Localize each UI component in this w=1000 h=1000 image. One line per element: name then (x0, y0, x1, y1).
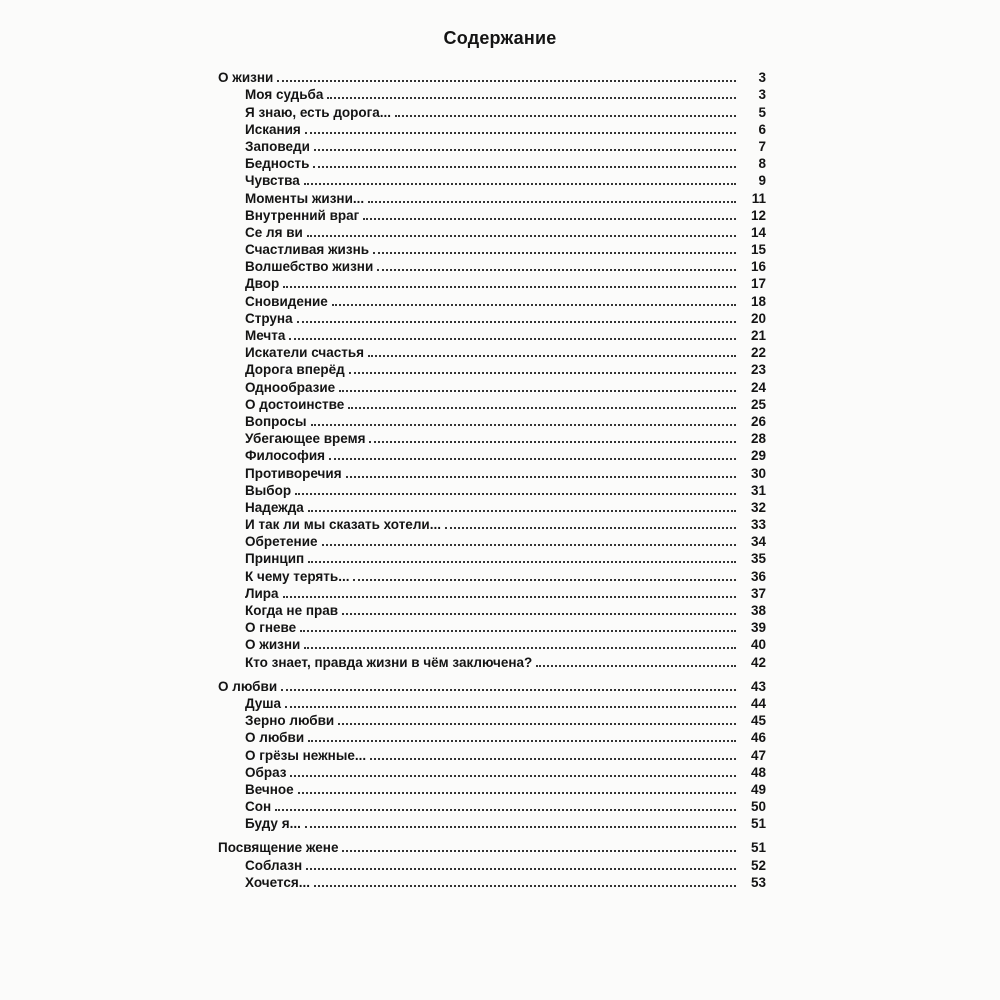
toc-entry-page-number: 46 (750, 730, 766, 746)
toc-entry-label: Зерно любви (245, 713, 335, 729)
toc-entry-page-number: 35 (750, 551, 766, 567)
table-of-contents (218, 68, 766, 890)
toc-entry (218, 711, 766, 728)
toc-entry-page-number: 20 (750, 310, 766, 326)
toc-entry-page-number: 33 (750, 517, 766, 533)
toc-entry-page-number: 24 (750, 379, 766, 395)
dot-leader (363, 218, 736, 220)
toc-entry (218, 873, 766, 890)
toc-entry-page-number: 30 (750, 465, 766, 481)
toc-entry-page-number: 40 (750, 637, 766, 653)
toc-entry-label: О любви (245, 730, 305, 746)
toc-entry (218, 780, 766, 797)
toc-entry (218, 326, 766, 343)
toc-entry-label: Душа (245, 695, 282, 711)
toc-entry (218, 291, 766, 308)
dot-leader (348, 407, 736, 409)
toc-entry-page-number: 12 (750, 207, 766, 223)
toc-entry-label: Вечное (245, 781, 294, 797)
toc-entry-page-number: 7 (758, 138, 766, 154)
dot-leader (285, 706, 736, 708)
toc-entry-page-number: 53 (750, 874, 766, 890)
toc-entry-label: Двор (245, 276, 280, 292)
toc-section-heading-page-number: 3 (758, 70, 766, 86)
toc-entry (218, 728, 766, 745)
toc-entry-label: О жизни (245, 637, 301, 653)
toc-entry (218, 137, 766, 154)
toc-entry-page-number: 36 (750, 568, 766, 584)
toc-entry (218, 763, 766, 780)
toc-entry-page-number: 25 (750, 396, 766, 412)
toc-entry-page-number: 50 (750, 799, 766, 815)
toc-entry-page-number: 31 (750, 482, 766, 498)
toc-entry (218, 515, 766, 532)
page-title: Содержание (443, 28, 557, 48)
toc-entry-label: Мечта (245, 328, 286, 343)
toc-entry-label: Я знаю, есть дорога... (245, 104, 392, 120)
toc-section-heading-label: Посвящение жене (218, 840, 339, 856)
dot-leader (295, 493, 736, 495)
dot-leader (314, 149, 736, 151)
toc-entry-label: Заповеди (245, 138, 310, 154)
dot-leader (342, 613, 736, 615)
toc-entry-label: Образ (245, 764, 287, 780)
toc-entry-page-number: 29 (750, 448, 766, 464)
toc-entry-page-number: 17 (750, 276, 766, 292)
dot-leader (342, 850, 736, 852)
toc-entry (218, 694, 766, 711)
toc-entry-page-number: 18 (750, 293, 766, 309)
toc-entry-page-number: 39 (750, 620, 766, 636)
toc-entry-label: Кто знает, правда жизни в чём заключена? (245, 654, 533, 670)
dot-leader (322, 544, 737, 546)
dot-leader (536, 665, 736, 667)
dot-leader (305, 132, 736, 134)
dot-leader (308, 561, 736, 563)
dot-leader (369, 441, 736, 443)
dot-leader (332, 304, 736, 306)
toc-entry (218, 257, 766, 274)
dot-leader (313, 166, 736, 168)
toc-entry-label: Противоречия (245, 465, 342, 481)
dot-leader (289, 338, 736, 340)
toc-section-heading-page-number: 43 (750, 678, 766, 694)
dot-leader (283, 286, 736, 288)
toc-entry-label: Лира (245, 585, 279, 601)
toc-entry-label: Внутренний враг (245, 207, 360, 223)
toc-section-heading (218, 838, 766, 855)
toc-entry-label: Хочется... (245, 874, 310, 890)
toc-entry-label: Моменты жизни... (245, 190, 365, 206)
toc-entry (218, 223, 766, 240)
toc-entry (218, 635, 766, 652)
dot-leader (298, 792, 736, 794)
dot-leader (308, 740, 736, 742)
toc-entry-page-number: 48 (750, 764, 766, 780)
dot-leader (304, 647, 736, 649)
toc-entry-label: Вопросы (245, 413, 307, 429)
dot-leader (445, 527, 736, 529)
toc-entry (218, 395, 766, 412)
toc-entry-label: Философия (245, 448, 326, 464)
dot-leader (300, 630, 736, 632)
toc-entry-page-number: 32 (750, 499, 766, 515)
dot-leader (368, 201, 736, 203)
toc-entry-label: Соблазн (245, 857, 303, 873)
toc-entry-page-number: 6 (758, 121, 766, 137)
toc-entry (218, 652, 766, 669)
dot-leader (346, 476, 736, 478)
dot-leader (307, 235, 736, 237)
toc-entry (218, 446, 766, 463)
toc-entry-page-number: 34 (750, 534, 766, 550)
dot-leader (329, 458, 736, 460)
toc-entry-page-number: 11 (751, 190, 766, 206)
dot-leader (290, 775, 736, 777)
dot-leader (349, 372, 736, 374)
dot-leader (311, 424, 736, 426)
toc-entry-page-number: 37 (750, 585, 766, 601)
dot-leader (370, 758, 736, 760)
toc-section-heading-label: О жизни (218, 70, 274, 86)
toc-entry-label: Однообразие (245, 379, 336, 395)
toc-entry-label: Се ля ви (245, 224, 303, 240)
dot-leader (297, 321, 736, 323)
toc-entry-label: Когда не прав (245, 603, 339, 618)
toc-entry (218, 601, 766, 618)
toc-entry-label: Счастливая жизнь (245, 242, 370, 258)
toc-entry-label: Принцип (245, 551, 305, 567)
dot-leader (277, 80, 736, 82)
toc-entry (218, 377, 766, 394)
toc-entry-page-number: 5 (758, 104, 766, 120)
dot-leader (308, 510, 736, 512)
toc-entry (218, 549, 766, 566)
toc-entry (218, 102, 766, 119)
toc-entry (218, 463, 766, 480)
toc-entry (218, 120, 766, 137)
dot-leader (314, 885, 736, 887)
toc-entry (218, 360, 766, 377)
toc-entry (218, 618, 766, 635)
toc-entry (218, 240, 766, 257)
toc-entry-page-number: 42 (750, 654, 766, 670)
toc-entry-label: Дорога вперёд (245, 362, 345, 378)
toc-entry-label: Надежда (245, 499, 304, 515)
dot-leader (353, 579, 736, 581)
toc-entry (218, 343, 766, 360)
toc-entry-page-number: 8 (758, 156, 766, 172)
dot-leader (339, 390, 736, 392)
toc-entry-label: Сновидение (245, 293, 328, 309)
toc-entry-page-number: 51 (750, 816, 766, 832)
toc-entry-page-number: 22 (750, 345, 766, 361)
toc-entry (218, 584, 766, 601)
toc-entry-page-number: 21 (750, 328, 766, 343)
toc-entry-page-number: 47 (750, 747, 766, 763)
toc-entry (218, 154, 766, 171)
toc-entry (218, 274, 766, 291)
dot-leader (377, 269, 736, 271)
toc-section-heading (218, 677, 766, 694)
dot-leader (306, 868, 736, 870)
toc-entry-label: Обретение (245, 534, 318, 550)
toc-entry-label: К чему терять... (245, 568, 350, 584)
toc-entry-label: Убегающее время (245, 431, 366, 447)
toc-entry (218, 532, 766, 549)
toc-entry-label: Выбор (245, 482, 292, 498)
toc-entry (218, 481, 766, 498)
toc-entry-page-number: 23 (750, 362, 766, 378)
toc-entry-page-number: 16 (750, 259, 766, 275)
dot-leader (283, 596, 736, 598)
dot-leader (305, 826, 736, 828)
toc-entry-label: Чувства (245, 173, 300, 189)
toc-entry (218, 855, 766, 872)
toc-entry-page-number: 45 (750, 713, 766, 729)
toc-entry-label: Искатели счастья (245, 345, 365, 361)
toc-entry-label: Сон (245, 799, 272, 815)
toc-section-heading-page-number: 51 (750, 840, 766, 856)
toc-entry-label: И так ли мы сказать хотели... (245, 517, 441, 533)
dot-leader (275, 809, 736, 811)
toc-entry (218, 429, 766, 446)
toc-entry (218, 188, 766, 205)
toc-entry-label: Волшебство жизни (245, 259, 374, 275)
toc-entry (218, 745, 766, 762)
toc-entry-page-number: 14 (750, 224, 766, 240)
toc-entry-page-number: 44 (750, 695, 766, 711)
toc-entry-label: Бедность (245, 156, 310, 172)
dot-leader (395, 115, 736, 117)
toc-entry-page-number: 49 (750, 781, 766, 797)
toc-entry (218, 814, 766, 831)
toc-entry (218, 85, 766, 102)
toc-entry-page-number: 38 (750, 603, 766, 618)
toc-entry-label: Моя судьба (245, 87, 324, 103)
toc-entry-page-number: 3 (758, 87, 766, 103)
dot-leader (368, 355, 736, 357)
toc-entry (218, 498, 766, 515)
toc-entry-label: О гневе (245, 620, 297, 636)
toc-entry (218, 566, 766, 583)
toc-entry-label: О грёзы нежные... (245, 747, 367, 763)
dot-leader (281, 689, 736, 691)
toc-entry (218, 309, 766, 326)
dot-leader (327, 97, 736, 99)
toc-entry-label: О достоинстве (245, 396, 345, 412)
toc-section-heading-label: О любви (218, 678, 278, 694)
toc-section-heading (218, 68, 766, 85)
toc-entry-label: Струна (245, 310, 293, 326)
toc-entry-page-number: 28 (750, 431, 766, 447)
toc-entry (218, 206, 766, 223)
toc-entry-page-number: 26 (750, 413, 766, 429)
toc-entry (218, 797, 766, 814)
toc-entry-page-number: 9 (758, 173, 766, 189)
dot-leader (304, 183, 736, 185)
toc-entry-label: Искания (245, 121, 301, 137)
toc-entry (218, 412, 766, 429)
toc-entry-label: Буду я... (245, 816, 301, 832)
dot-leader (338, 723, 736, 725)
toc-entry (218, 171, 766, 188)
toc-entry-page-number: 52 (750, 857, 766, 873)
dot-leader (373, 252, 736, 254)
toc-entry-page-number: 15 (750, 242, 766, 258)
